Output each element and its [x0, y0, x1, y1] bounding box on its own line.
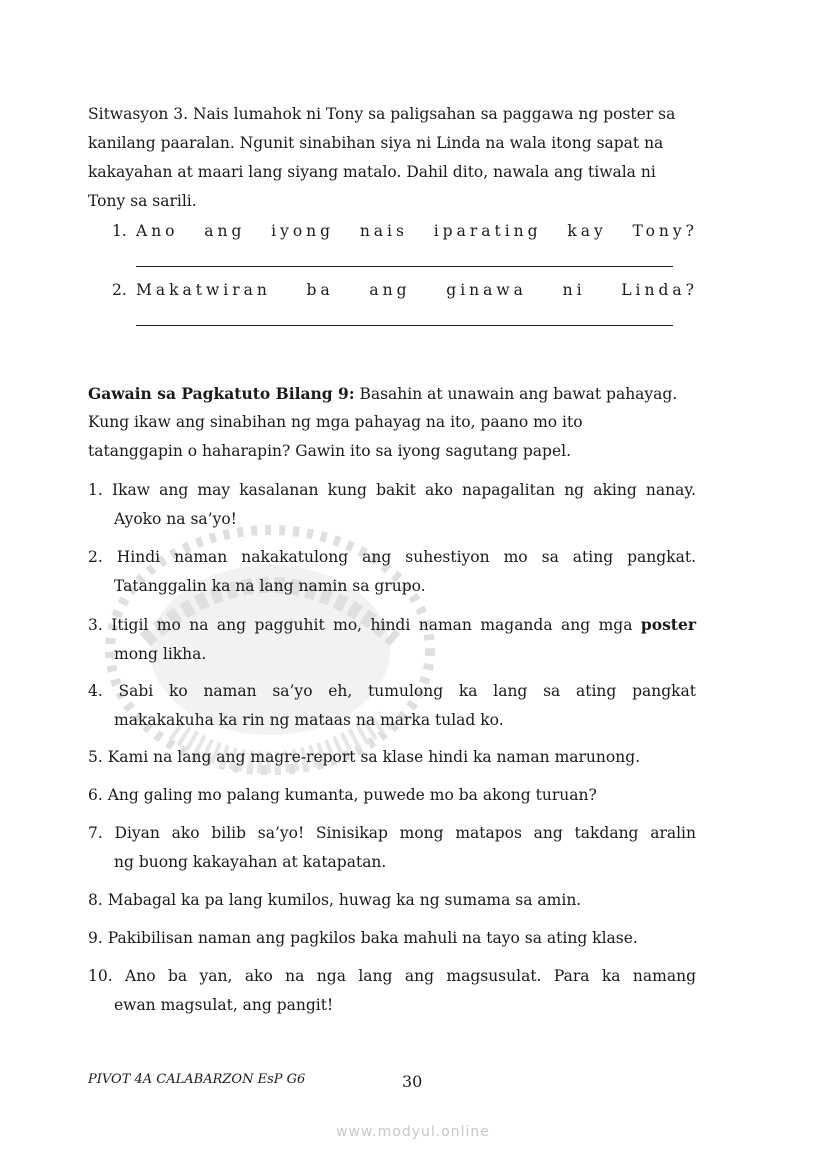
list-item: 4. Sabi ko naman sa’yo eh, tumulong ka lang sa ating pangkat makakakuha ka rin ng mataas na marka tulad ko.	[88, 682, 696, 729]
footer-label: PIVOT 4A CALABARZON EsP G6	[88, 1072, 306, 1087]
list-item: 9. Pakibilisan naman ang pagkilos baka mahuli na tayo sa ating klase.	[88, 929, 638, 947]
list-item: 2. Hindi naman nakakatulong ang suhestiyon mo sa ating pangkat. Tatanggalin ka na lang namin sa grupo.	[88, 548, 696, 595]
activity-title: Gawain sa Pagkatuto Bilang 9:	[88, 384, 355, 403]
question-1	[112, 222, 698, 244]
list-item: 5. Kami na lang ang magre-report sa klase hindi ka naman marunong.	[88, 748, 641, 766]
situation-line-4: Tony sa sarili.	[88, 192, 197, 210]
question-number: 2.	[112, 281, 127, 299]
question-text: Ano ang iyong nais iparating kay Tony?	[136, 222, 698, 240]
page-number: 30	[402, 1072, 423, 1091]
activity-intro-line-3: tatanggapin o haharapin? Gawin ito sa iyong sagutang papel.	[88, 442, 571, 460]
list-item: 3. Itigil mo na ang pagguhit mo, hindi naman maganda ang mga poster mong likha.	[88, 615, 696, 663]
answer-line-2	[136, 325, 673, 326]
list-item: 1. Ikaw ang may kasalanan kung bakit ako napagalitan ng aking nanay. Ayoko na sa’yo!	[88, 481, 696, 528]
list-item: 8. Mabagal ka pa lang kumilos, huwag ka ng sumama sa amin.	[88, 891, 582, 909]
question-number: 1.	[112, 222, 127, 240]
situation-line-2: kanilang paaralan. Ngunit sinabihan siya ni Linda na wala itong sapat na	[88, 134, 664, 152]
site-watermark: www.modyul.online	[336, 1124, 490, 1140]
answer-line-1	[136, 266, 673, 267]
situation-line-1: Sitwasyon 3. Nais lumahok ni Tony sa paligsahan sa paggawa ng poster sa	[88, 105, 676, 123]
list-item: 6. Ang galing mo palang kumanta, puwede mo ba akong turuan?	[88, 786, 597, 804]
list-item: 10. Ano ba yan, ako na nga lang ang magsusulat. Para ka namang ewan magsulat, ang pangit!	[88, 967, 696, 1014]
question-text: Makatwiran ba ang ginawa ni Linda?	[136, 281, 698, 299]
situation-line-3: kakayahan at maari lang siyang matalo. Dahil dito, nawala ang tiwala ni	[88, 163, 656, 181]
question-2	[112, 281, 698, 303]
list-item: 7. Diyan ako bilib sa’yo! Sinisikap mong matapos ang takdang aralin ng buong kakayahan at katapatan.	[88, 824, 696, 871]
activity-intro-line-2: Kung ikaw ang sinabihan ng mga pahayag na ito, paano mo ito	[88, 413, 583, 431]
activity-intro-line-1: Gawain sa Pagkatuto Bilang 9: Basahin at unawain ang bawat pahayag.	[88, 384, 678, 403]
